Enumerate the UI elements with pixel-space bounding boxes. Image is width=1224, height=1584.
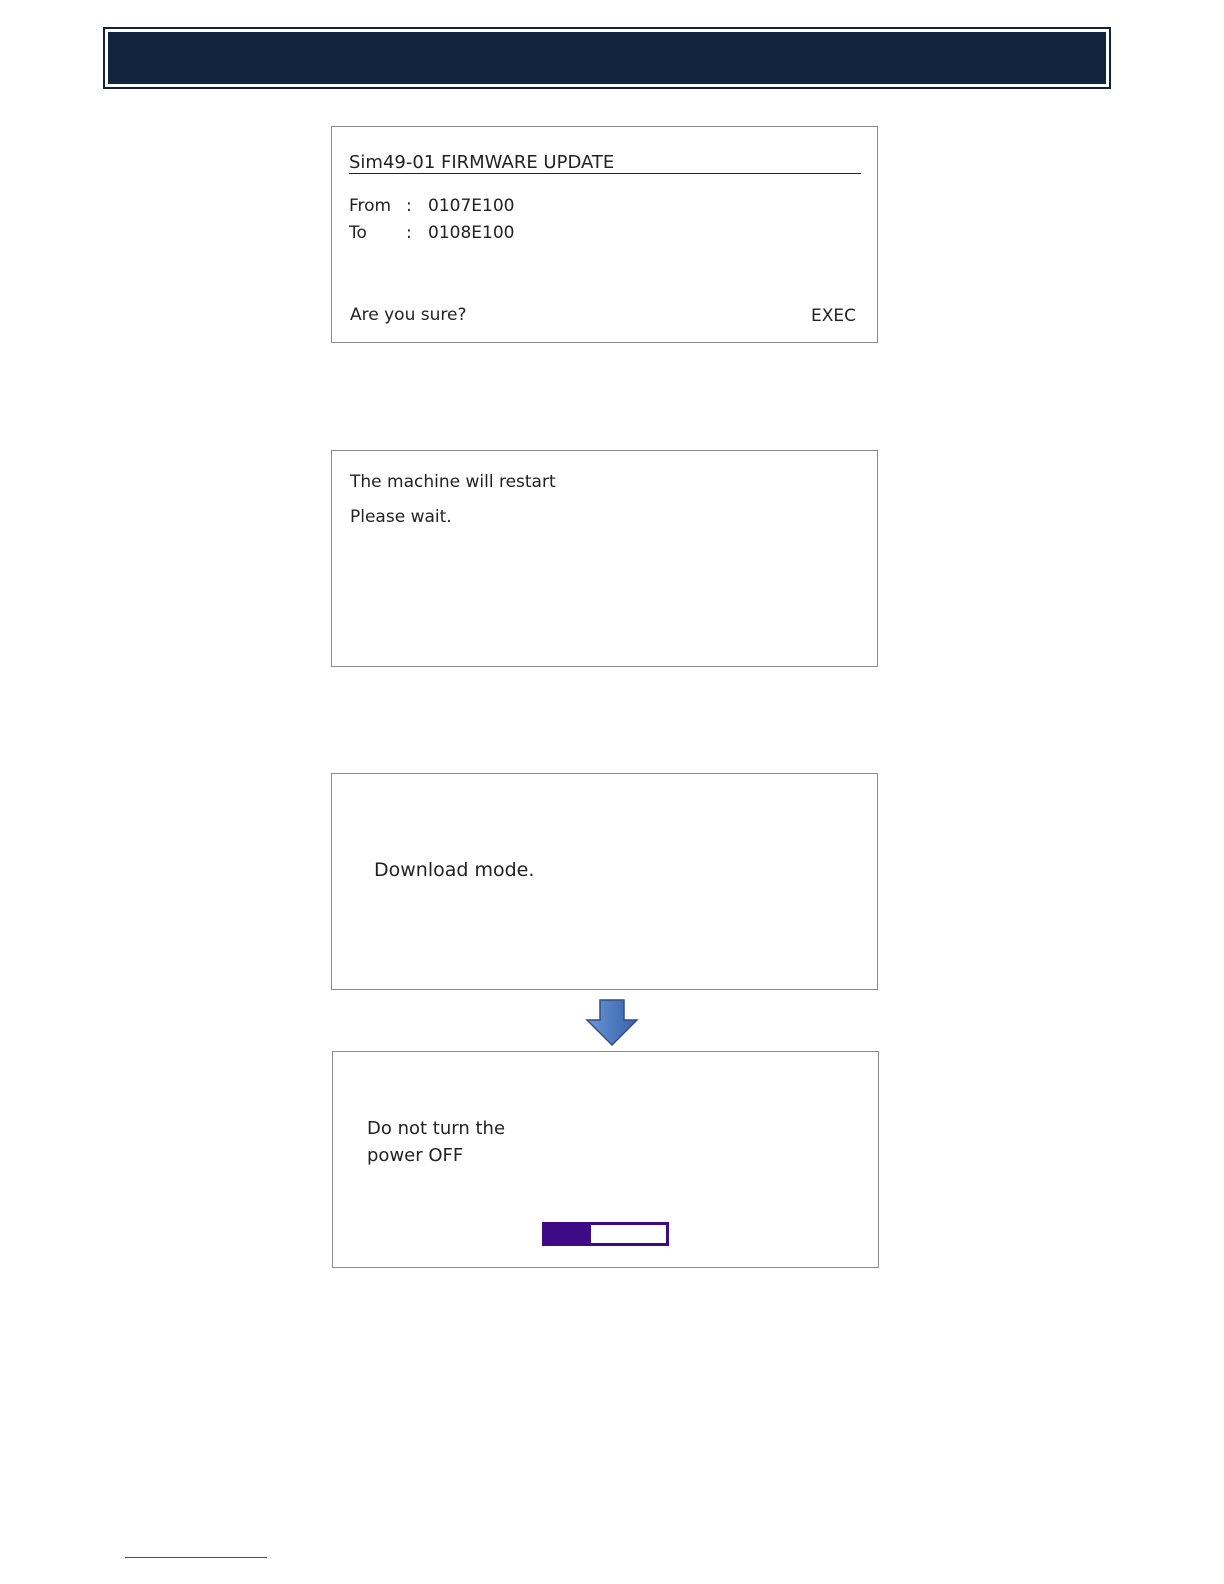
to-label: To: [349, 223, 367, 243]
from-separator: :: [406, 196, 412, 216]
to-separator: :: [406, 223, 412, 243]
power-warning-screen: [332, 1051, 879, 1268]
progress-bar-fill: [545, 1225, 591, 1243]
wait-message: Please wait.: [350, 507, 452, 527]
power-warning-line1: Do not turn the: [367, 1118, 506, 1139]
page-header-fill: [108, 32, 1106, 84]
firmware-update-screen: [331, 126, 878, 343]
restart-message: The machine will restart: [350, 472, 556, 492]
from-version-value: 0107E100: [428, 196, 515, 216]
download-mode-screen: [331, 773, 878, 990]
footer-rule: [125, 1557, 267, 1558]
to-version-value: 0108E100: [428, 223, 515, 243]
page-header-bar: [103, 27, 1111, 89]
down-arrow-icon: [584, 998, 640, 1048]
power-warning-line2: power OFF: [367, 1145, 464, 1166]
confirm-prompt: Are you sure?: [350, 305, 467, 325]
download-mode-message: Download mode.: [374, 859, 535, 881]
from-label: From: [349, 196, 392, 216]
screen-title: Sim49-01 FIRMWARE UPDATE: [349, 152, 615, 173]
update-progress-bar: [542, 1222, 669, 1246]
exec-button[interactable]: EXEC: [811, 306, 856, 326]
restart-screen: [331, 450, 878, 667]
title-underline: [349, 173, 861, 174]
